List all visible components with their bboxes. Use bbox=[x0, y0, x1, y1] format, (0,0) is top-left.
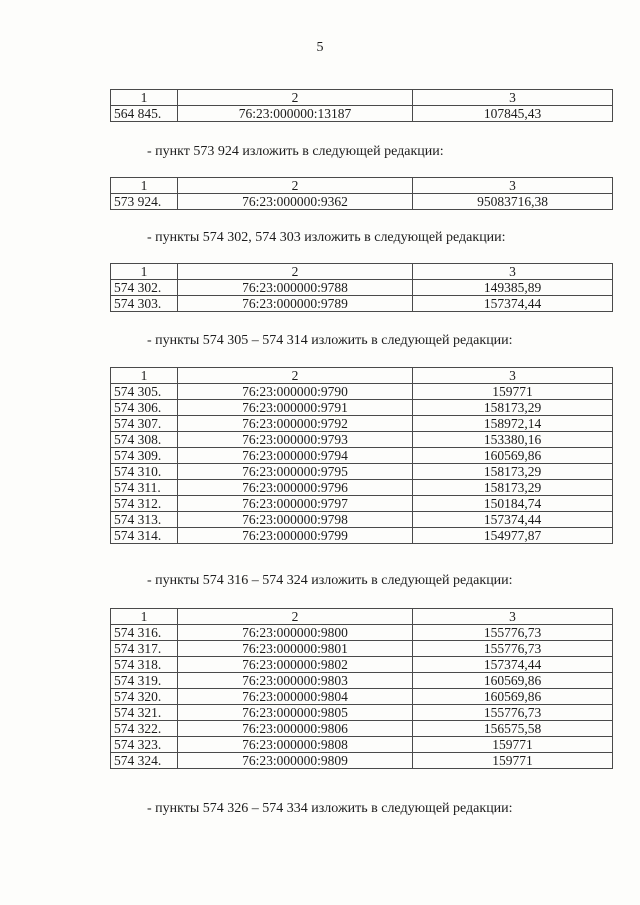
cadastral-number-cell: 76:23:000000:9789 bbox=[178, 296, 413, 312]
cadastral-number-cell: 76:23:000000:9790 bbox=[178, 384, 413, 400]
item-number-cell: 574 314. bbox=[111, 528, 178, 544]
value-cell: 159771 bbox=[413, 737, 613, 753]
column-header: 1 bbox=[111, 178, 178, 194]
table-row bbox=[111, 280, 613, 296]
table-row bbox=[111, 625, 613, 641]
column-header: 3 bbox=[413, 609, 613, 625]
table-header-row bbox=[111, 368, 613, 384]
page-number: 5 bbox=[316, 40, 324, 55]
table-row bbox=[111, 194, 613, 210]
table-row bbox=[111, 384, 613, 400]
value-cell: 154977,87 bbox=[413, 528, 613, 544]
table-row bbox=[111, 689, 613, 705]
item-number-cell: 574 310. bbox=[111, 464, 178, 480]
column-header: 3 bbox=[413, 178, 613, 194]
table-row bbox=[111, 416, 613, 432]
item-number-cell: 574 317. bbox=[111, 641, 178, 657]
cadastral-number-cell: 76:23:000000:9791 bbox=[178, 400, 413, 416]
table-row bbox=[111, 657, 613, 673]
section-heading: - пункты 574 316 – 574 324 изложить в следующей редакции: bbox=[147, 573, 513, 588]
value-cell: 153380,16 bbox=[413, 432, 613, 448]
item-number-cell: 574 320. bbox=[111, 689, 178, 705]
value-cell: 158972,14 bbox=[413, 416, 613, 432]
item-number-cell: 574 307. bbox=[111, 416, 178, 432]
table-header-row bbox=[111, 178, 613, 194]
column-header: 1 bbox=[111, 368, 178, 384]
table-row bbox=[111, 705, 613, 721]
item-number-cell: 574 324. bbox=[111, 753, 178, 769]
item-number-cell: 574 306. bbox=[111, 400, 178, 416]
table-row bbox=[111, 448, 613, 464]
cadastral-number-cell: 76:23:000000:9805 bbox=[178, 705, 413, 721]
cadastral-number-cell: 76:23:000000:9804 bbox=[178, 689, 413, 705]
table-row bbox=[111, 432, 613, 448]
table-row bbox=[111, 512, 613, 528]
cadastral-number-cell: 76:23:000000:9800 bbox=[178, 625, 413, 641]
section-table bbox=[110, 263, 613, 312]
cadastral-number-cell: 76:23:000000:9797 bbox=[178, 496, 413, 512]
value-cell: 107845,43 bbox=[413, 106, 613, 122]
section-table bbox=[110, 608, 613, 769]
cadastral-number-cell: 76:23:000000:9795 bbox=[178, 464, 413, 480]
item-number-cell: 574 309. bbox=[111, 448, 178, 464]
column-header: 2 bbox=[178, 264, 413, 280]
cadastral-number-cell: 76:23:000000:9793 bbox=[178, 432, 413, 448]
table-header-row bbox=[111, 264, 613, 280]
column-header: 1 bbox=[111, 264, 178, 280]
column-header: 3 bbox=[413, 90, 613, 106]
section-heading: - пункт 573 924 изложить в следующей редакции: bbox=[147, 144, 444, 159]
item-number-cell: 574 312. bbox=[111, 496, 178, 512]
item-number-cell: 574 319. bbox=[111, 673, 178, 689]
item-number-cell: 574 311. bbox=[111, 480, 178, 496]
value-cell: 155776,73 bbox=[413, 625, 613, 641]
cadastral-number-cell: 76:23:000000:9798 bbox=[178, 512, 413, 528]
item-number-cell: 574 305. bbox=[111, 384, 178, 400]
section-heading: - пункты 574 302, 574 303 изложить в следующей редакции: bbox=[147, 230, 506, 245]
item-number-cell: 574 303. bbox=[111, 296, 178, 312]
cadastral-number-cell: 76:23:000000:9799 bbox=[178, 528, 413, 544]
column-header: 1 bbox=[111, 609, 178, 625]
item-number-cell: 574 308. bbox=[111, 432, 178, 448]
item-number-cell: 573 924. bbox=[111, 194, 178, 210]
value-cell: 156575,58 bbox=[413, 721, 613, 737]
table-row bbox=[111, 737, 613, 753]
section-table bbox=[110, 89, 613, 122]
table-row bbox=[111, 673, 613, 689]
item-number-cell: 574 316. bbox=[111, 625, 178, 641]
cadastral-number-cell: 76:23:000000:9808 bbox=[178, 737, 413, 753]
column-header: 2 bbox=[178, 368, 413, 384]
value-cell: 155776,73 bbox=[413, 641, 613, 657]
table-row bbox=[111, 528, 613, 544]
table-row bbox=[111, 106, 613, 122]
cadastral-number-cell: 76:23:000000:9794 bbox=[178, 448, 413, 464]
item-number-cell: 564 845. bbox=[111, 106, 178, 122]
value-cell: 149385,89 bbox=[413, 280, 613, 296]
value-cell: 160569,86 bbox=[413, 448, 613, 464]
value-cell: 155776,73 bbox=[413, 705, 613, 721]
cadastral-number-cell: 76:23:000000:9802 bbox=[178, 657, 413, 673]
table-row bbox=[111, 753, 613, 769]
table-row bbox=[111, 296, 613, 312]
column-header: 2 bbox=[178, 90, 413, 106]
value-cell: 159771 bbox=[413, 753, 613, 769]
table-header-row bbox=[111, 609, 613, 625]
value-cell: 150184,74 bbox=[413, 496, 613, 512]
item-number-cell: 574 313. bbox=[111, 512, 178, 528]
value-cell: 157374,44 bbox=[413, 512, 613, 528]
item-number-cell: 574 322. bbox=[111, 721, 178, 737]
value-cell: 157374,44 bbox=[413, 296, 613, 312]
cadastral-number-cell: 76:23:000000:9809 bbox=[178, 753, 413, 769]
cadastral-number-cell: 76:23:000000:9362 bbox=[178, 194, 413, 210]
item-number-cell: 574 302. bbox=[111, 280, 178, 296]
cadastral-number-cell: 76:23:000000:13187 bbox=[178, 106, 413, 122]
column-header: 2 bbox=[178, 178, 413, 194]
value-cell: 158173,29 bbox=[413, 480, 613, 496]
column-header: 1 bbox=[111, 90, 178, 106]
value-cell: 159771 bbox=[413, 384, 613, 400]
item-number-cell: 574 318. bbox=[111, 657, 178, 673]
column-header: 2 bbox=[178, 609, 413, 625]
table-row bbox=[111, 400, 613, 416]
column-header: 3 bbox=[413, 368, 613, 384]
section-table bbox=[110, 367, 613, 544]
cadastral-number-cell: 76:23:000000:9801 bbox=[178, 641, 413, 657]
table-row bbox=[111, 480, 613, 496]
cadastral-number-cell: 76:23:000000:9806 bbox=[178, 721, 413, 737]
item-number-cell: 574 323. bbox=[111, 737, 178, 753]
value-cell: 157374,44 bbox=[413, 657, 613, 673]
value-cell: 158173,29 bbox=[413, 464, 613, 480]
cadastral-number-cell: 76:23:000000:9792 bbox=[178, 416, 413, 432]
column-header: 3 bbox=[413, 264, 613, 280]
cadastral-number-cell: 76:23:000000:9796 bbox=[178, 480, 413, 496]
table-row bbox=[111, 641, 613, 657]
table-header-row bbox=[111, 90, 613, 106]
cadastral-number-cell: 76:23:000000:9803 bbox=[178, 673, 413, 689]
item-number-cell: 574 321. bbox=[111, 705, 178, 721]
table-row bbox=[111, 721, 613, 737]
closing-heading: - пункты 574 326 – 574 334 изложить в следующей редакции: bbox=[147, 801, 513, 816]
section-heading: - пункты 574 305 – 574 314 изложить в следующей редакции: bbox=[147, 333, 513, 348]
section-table bbox=[110, 177, 613, 210]
value-cell: 160569,86 bbox=[413, 673, 613, 689]
cadastral-number-cell: 76:23:000000:9788 bbox=[178, 280, 413, 296]
table-row bbox=[111, 496, 613, 512]
value-cell: 160569,86 bbox=[413, 689, 613, 705]
value-cell: 95083716,38 bbox=[413, 194, 613, 210]
value-cell: 158173,29 bbox=[413, 400, 613, 416]
table-row bbox=[111, 464, 613, 480]
